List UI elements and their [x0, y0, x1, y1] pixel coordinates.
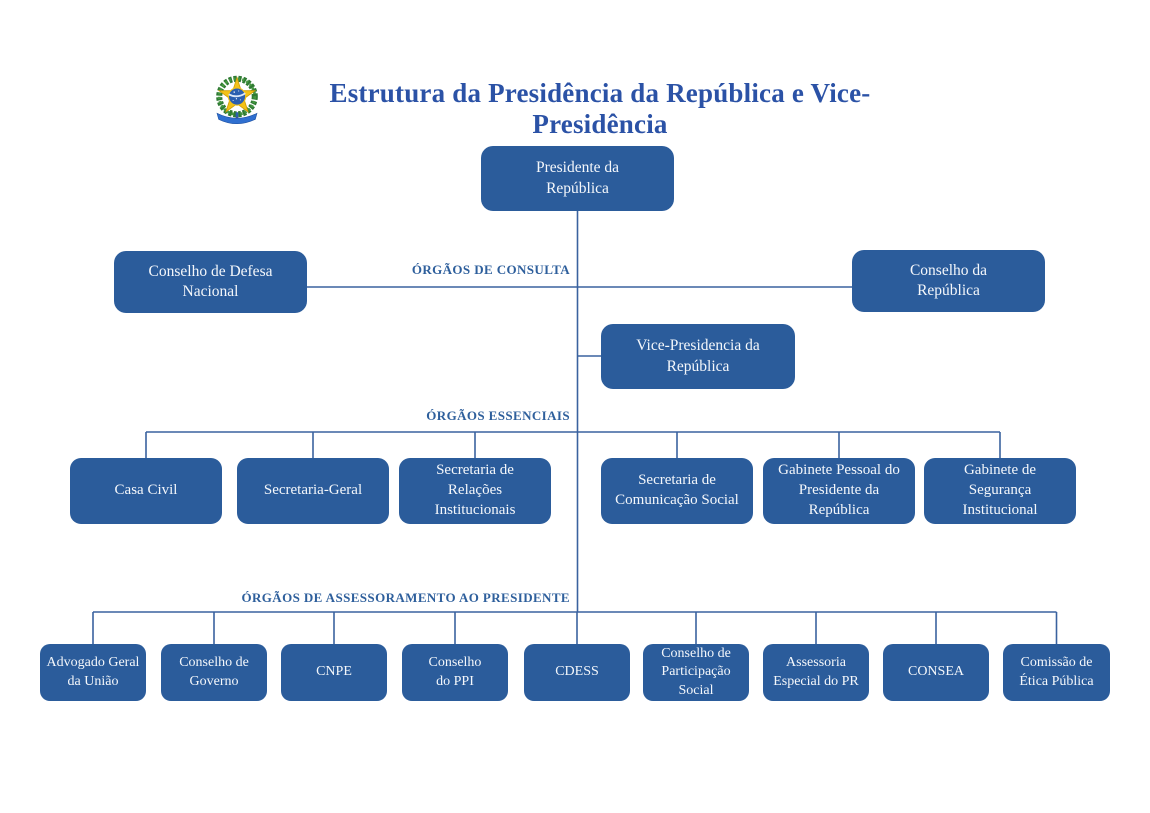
node-conselho-de-governo: Conselho de Governo	[161, 644, 267, 701]
section-label-orgaos-essenciais: ÓRGÃOS ESSENCIAIS	[426, 408, 570, 423]
node-secretaria-de-comunicacao-social: Secretaria de Comunicação Social	[601, 458, 753, 524]
node-gabinete-pessoal-do-presidente: Gabinete Pessoal do Presidente da República	[763, 458, 915, 524]
node-secretaria-de-relacoes-institucionais: Secretaria de Relações Institucionais	[399, 458, 551, 524]
node-cdess: CDESS	[524, 644, 630, 701]
node-casa-civil: Casa Civil	[70, 458, 222, 524]
node-consea: CONSEA	[883, 644, 989, 701]
node-advogado-geral-da-uniao: Advogado Geral da União	[40, 644, 146, 701]
node-vice-presidencia-da-republica: Vice-Presidencia da República	[601, 324, 795, 389]
node-conselho-de-participacao-social: Conselho de Participação Social	[643, 644, 749, 701]
node-conselho-de-defesa-nacional: Conselho de Defesa Nacional	[114, 251, 307, 313]
node-comissao-de-etica-publica: Comissão de Ética Pública	[1003, 644, 1110, 701]
node-presidente-da-republica: Presidente da República	[481, 146, 674, 211]
node-assessoria-especial-do-pr: Assessoria Especial do PR	[763, 644, 869, 701]
node-cnpe: CNPE	[281, 644, 387, 701]
node-conselho-da-republica: Conselho da República	[852, 250, 1045, 312]
page-title: Estrutura da Presidência da República e Vice-Presidência	[329, 78, 871, 139]
section-label-orgaos-de-assessoramento: ÓRGÃOS DE ASSESSORAMENTO AO PRESIDENTE	[241, 590, 570, 605]
brazil-coat-of-arms-logo	[209, 71, 265, 131]
node-conselho-do-ppi: Conselho do PPI	[402, 644, 508, 701]
section-label-orgaos-de-consulta: ÓRGÃOS DE CONSULTA	[411, 262, 570, 277]
node-secretaria-geral: Secretaria-Geral	[237, 458, 389, 524]
node-gabinete-de-seguranca-institucional: Gabinete de Segurança Institucional	[924, 458, 1076, 524]
